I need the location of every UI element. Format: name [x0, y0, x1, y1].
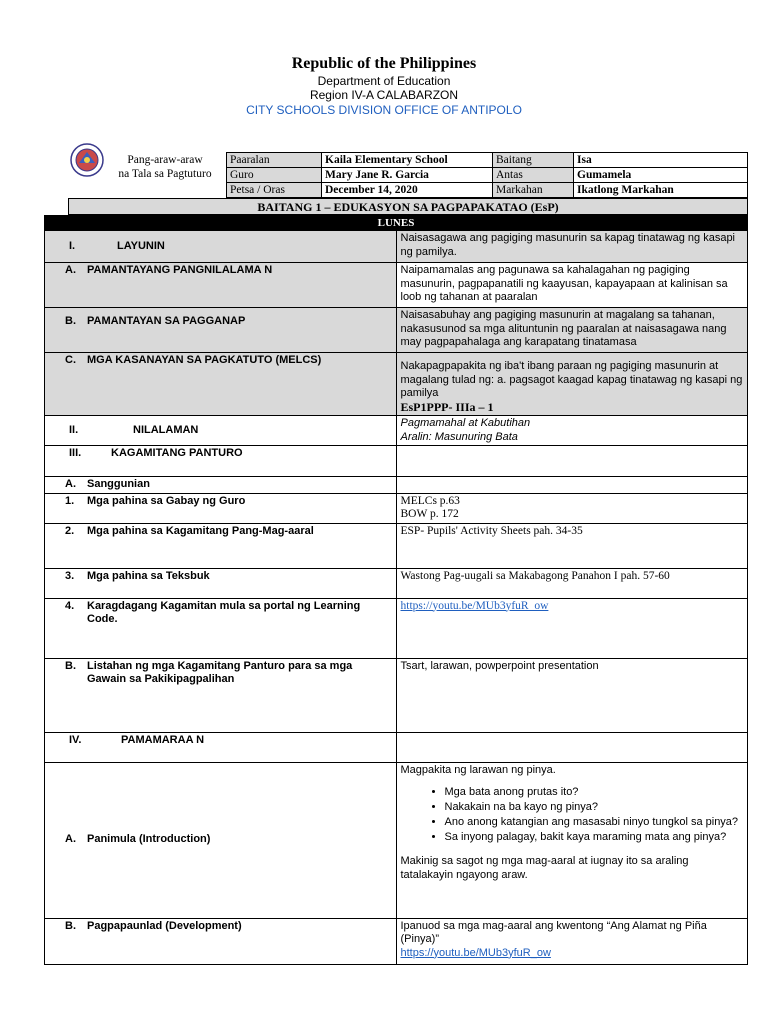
melcs-text: Nakapagpapakita ng iba't ibang paraan ng pagiging masunurin at magalang tulad ng: a. pagsagot kaagad kapag tinatawag ng kasapi ng pamilya: [400, 360, 743, 399]
listahan-label: Listahan ng mga Kagamitang Panturo para sa mga Gawain sa Pakikipagpalihan: [87, 659, 353, 685]
nilalaman-topic: Pagmamahal at Kabutihan: [400, 417, 531, 429]
grade-subject-title: BAITANG 1 – EDUKASYON SA PAGPAPAKATAO (EsP): [68, 198, 748, 215]
antas-value: Gumamela: [574, 168, 748, 183]
list-item: • Ano anong katangian ang masasabi ninyo tungkol sa pinya?: [445, 815, 744, 830]
petsa-label: Petsa / Oras: [227, 183, 322, 198]
header-department: Department of Education: [317, 74, 451, 88]
school-info-table: [226, 152, 748, 198]
list-item: • Sa inyong palagay, bakit kaya maraming mata ang pinya?: [445, 830, 744, 845]
table-row: 1. Mga pahina sa Gabay ng Guro MELCs p.63 BOW p. 172: [45, 493, 748, 523]
gabay-guro-bow: BOW p. 172: [400, 508, 459, 520]
table-row: III. KAGAMITANG PANTURO: [45, 446, 748, 477]
table-row: B. Listahan ng mga Kagamitang Panturo para sa mga Gawain sa Pakikipagpalihan Tsart, larawan, powperpoint presentation: [45, 658, 748, 732]
paaralan-value: Kaila Elementary School: [322, 153, 493, 168]
pagpapaunlad-label: Pagpapaunlad (Development): [87, 919, 242, 932]
guro-label: Guro: [227, 168, 322, 183]
panimula-questions: [401, 785, 744, 845]
sanggunian-label: Sanggunian: [87, 478, 150, 490]
nilalaman-aralin: Aralin: Masunuring Bata: [400, 430, 518, 443]
table-row: 3. Mga pahina sa Teksbuk Wastong Pag-uugali sa Makabagong Panahon I pah. 57-60: [45, 568, 748, 598]
table-row: A. PAMANTAYANG PANGNILALAMA N Naipamamalas ang pagunawa sa kahalagahan ng pagiging masunurin, pagpapanatili ng kaayusan, kapayapaan at kalinisan sa loob ng tahanan at paaralan: [45, 263, 748, 308]
panimula-closing: Makinig sa sagot ng mga mag-aaral at iugnay ito sa araling tatalakayin ngayong araw.: [400, 855, 689, 881]
pamantayan-pagganap-label: PAMANTAYAN SA PAGGANAP: [87, 315, 246, 327]
melcs-code: EsP1PPP- IIIa – 1: [400, 399, 494, 414]
header-region: Region IV-A CALABARZON: [309, 88, 459, 102]
document-type-label: Pang-araw-araw na Tala sa Pagtuturo: [118, 154, 212, 180]
baitang-label: Baitang: [493, 153, 574, 168]
gabay-guro-label: Mga pahina sa Gabay ng Guro: [87, 494, 246, 507]
table-row: I. LAYUNIN Naisasagawa ang pagiging masunurin sa kapag tinatawag ng kasapi ng pamilya.: [45, 231, 748, 263]
nilalaman-label: NILALAMAN: [133, 423, 199, 436]
panimula-label: Panimula (Introduction): [87, 833, 211, 846]
gabay-guro-melcs: MELCs p.63: [400, 494, 460, 507]
layunin-text: Naisasagawa ang pagiging masunurin sa kapag tinatawag ng kasapi ng pamilya.: [396, 231, 748, 263]
table-row: A. Panimula (Introduction) Magpakita ng larawan ng pinya. • Mga bata anong prutas ito? • Nakakain na ba kayo ng pinya? • Ano anong katangian ang masasabi ninyo tungkol sa pinya? • Sa inyong palagay, bakit kaya maraming mata ang pinya? Makinig sa sagot ng mga mag-aaral at iugnay ito sa araling tatalakayin ngayong araw.: [45, 762, 748, 918]
baitang-value: Isa: [574, 153, 748, 168]
listahan-text: Tsart, larawan, powperpoint presentation: [396, 658, 748, 732]
table-row: C. MGA KASANAYAN SA PAGKATUTO (MELCS) Nakapagpapakita ng iba't ibang paraan ng pagiging masunurin at magalang tulad ng: a. pagsagot kaagad kapag tinatawag ng kasapi ng pamilya EsP1PPP- IIIa – 1: [45, 353, 748, 416]
header-division: CITY SCHOOLS DIVISION OFFICE OF ANTIPOLO: [246, 103, 522, 117]
pamamaraan-label: PAMAMARAA N: [121, 733, 205, 746]
list-item: • Nakakain na ba kayo ng pinya?: [445, 800, 744, 815]
pamantayang-pangnilalaman-text: Naipamamalas ang pagunawa sa kahalagahan ng pagiging masunurin, pagpapanatili ng kaayusan, kapayapaan at kalinisan sa loob ng tahanan at paaralan: [396, 263, 748, 308]
deped-seal-icon: [70, 143, 104, 177]
table-row: 4. Karagdagang Kagamitan mula sa portal ng Learning Code. https://youtu.be/MUb3yfuR_ow: [45, 598, 748, 658]
kagamitang-mag-aaral-label: Mga pahina sa Kagamitang Pang-Mag-aaral: [87, 524, 314, 537]
kagamitang-panturo-label: KAGAMITANG PANTURO: [111, 447, 243, 459]
kagamitang-mag-aaral-text: ESP- Pupils' Activity Sheets pah. 34-35: [396, 523, 748, 568]
table-row: B. Pagpapaunlad (Development) Ipanuod sa mga mag-aaral ang kwentong “Ang Alamat ng Piña (Pinya)” https://youtu.be/MUb3yfuR_ow: [45, 918, 748, 964]
paaralan-label: Paaralan: [227, 153, 322, 168]
markahan-value: Ikatlong Markahan: [574, 183, 748, 198]
pagpapaunlad-text: Ipanuod sa mga mag-aaral ang kwentong “Ang Alamat ng Piña (Pinya)”: [400, 919, 707, 945]
table-row: 2. Mga pahina sa Kagamitang Pang-Mag-aaral ESP- Pupils' Activity Sheets pah. 34-35: [45, 523, 748, 568]
melcs-label: MGA KASANAYAN SA PAGKATUTO (MELCS): [87, 354, 322, 366]
lesson-plan-table: [44, 215, 748, 965]
teksbuk-label: Mga pahina sa Teksbuk: [87, 569, 210, 582]
table-row: II. NILALAMAN Pagmamahal at Kabutihan Aralin: Masunuring Bata: [45, 416, 748, 446]
petsa-value: December 14, 2020: [322, 183, 493, 198]
table-row: A. Sanggunian: [45, 477, 748, 494]
karagdagang-video-link[interactable]: https://youtu.be/MUb3yfuR_ow: [400, 599, 549, 612]
markahan-label: Markahan: [493, 183, 574, 198]
pamantayang-pangnilalaman-label: PAMANTAYANG PANGNILALAMA N: [87, 264, 273, 276]
table-row: IV. PAMAMARAA N: [45, 732, 748, 762]
panimula-intro: Magpakita ng larawan ng pinya.: [400, 763, 556, 776]
pamantayan-pagganap-text: Naisasabuhay ang pagiging masunurin at magalang sa tahanan, nakasusunod sa mga alituntunin ng paaralan at naisasagawa nang may pagpapahalaga ang karapatang tinatamasa: [396, 308, 748, 353]
antas-label: Antas: [493, 168, 574, 183]
header-republic: Republic of the Philippines: [291, 55, 477, 72]
pagpapaunlad-video-link[interactable]: https://youtu.be/MUb3yfuR_ow: [400, 946, 551, 959]
table-row: B. PAMANTAYAN SA PAGGANAP Naisasabuhay ang pagiging masunurin at magalang sa tahanan, nakasusunod sa mga alituntunin ng paaralan at naisasagawa nang may pagpapahalaga ang karapatang tinatamasa: [45, 308, 748, 353]
karagdagang-label: Karagdagang Kagamitan mula sa portal ng Learning Code.: [87, 599, 361, 625]
day-header: LUNES: [45, 216, 748, 231]
layunin-label: LAYUNIN: [117, 239, 165, 252]
list-item: • Mga bata anong prutas ito?: [445, 785, 744, 800]
guro-value: Mary Jane R. Garcia: [322, 168, 493, 183]
teksbuk-text: Wastong Pag-uugali sa Makabagong Panahon I pah. 57-60: [396, 568, 748, 598]
